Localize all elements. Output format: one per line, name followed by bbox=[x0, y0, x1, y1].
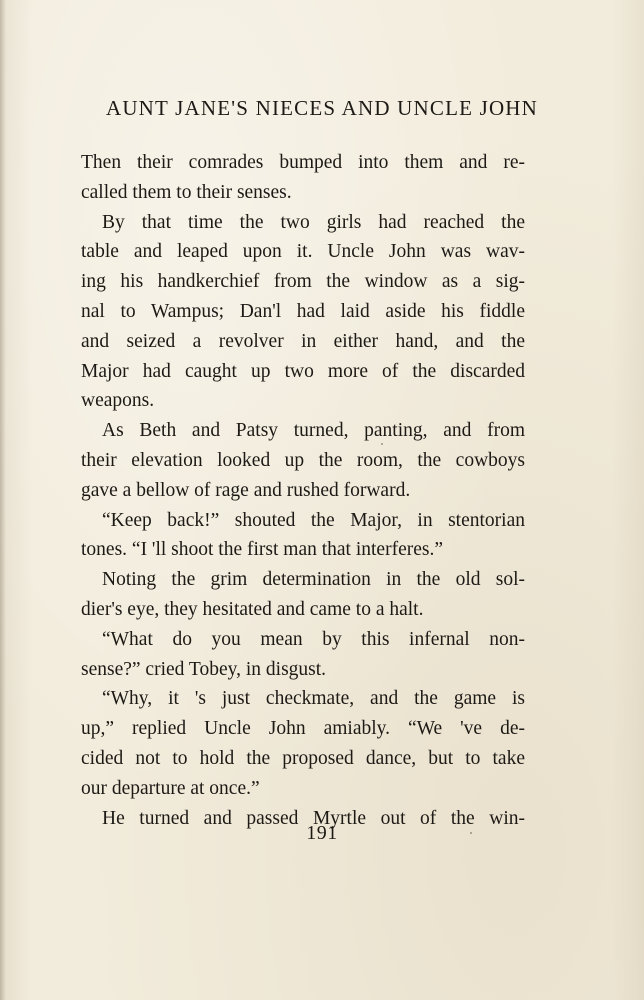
text-line: “Keep back!” shouted the Major, in stentorian bbox=[102, 509, 525, 531]
text-line: tones. “I 'll shoot the first man that interferes.” bbox=[81, 539, 443, 561]
page-number: 191 bbox=[306, 822, 338, 844]
text-line: By that time the two girls had reached the bbox=[102, 211, 525, 233]
text-line: He turned and passed Myrtle out of the win- bbox=[102, 807, 525, 829]
paper-fleck bbox=[381, 443, 383, 445]
text-line: called them to their senses. bbox=[81, 181, 292, 203]
text-line: Then their comrades bumped into them and re- bbox=[81, 152, 525, 173]
text-line: sense?” cried Tobey, in disgust. bbox=[81, 658, 327, 680]
text-line: their elevation looked up the room, the cowboys bbox=[81, 449, 525, 471]
paper-fleck bbox=[470, 832, 472, 834]
text-line: table and leaped upon it. Uncle John was wav- bbox=[81, 241, 525, 263]
text-line: nal to Wampus; Dan'l had laid aside his fiddle bbox=[81, 300, 525, 322]
text-line: up,” replied Uncle John amiably. “We 've de- bbox=[81, 718, 525, 740]
text-line: weapons. bbox=[81, 390, 155, 412]
paper-fleck bbox=[291, 165, 292, 166]
text-line: ing his handkerchief from the window as a sig- bbox=[81, 271, 525, 293]
text-line: dier's eye, they hesitated and came to a halt. bbox=[81, 598, 424, 620]
text-line: our departure at once.” bbox=[81, 777, 260, 799]
text-line: and seized a revolver in either hand, and the bbox=[81, 330, 525, 352]
text-line: As Beth and Patsy turned, panting, and from bbox=[102, 420, 525, 442]
text-line: cided not to hold the proposed dance, but to take bbox=[81, 747, 525, 769]
running-head: AUNT JANE'S NIECES AND UNCLE JOHN bbox=[105, 96, 539, 120]
page-binding-edge bbox=[0, 0, 6, 1000]
text-line: “What do you mean by this infernal non- bbox=[102, 628, 525, 650]
text-line: gave a bellow of rage and rushed forward. bbox=[81, 479, 411, 501]
text-line: “Why, it 's just checkmate, and the game is bbox=[102, 688, 525, 710]
body-text bbox=[81, 148, 525, 833]
text-line: Major had caught up two more of the discarded bbox=[81, 360, 525, 382]
text-line: Noting the grim determination in the old sol- bbox=[102, 569, 525, 591]
